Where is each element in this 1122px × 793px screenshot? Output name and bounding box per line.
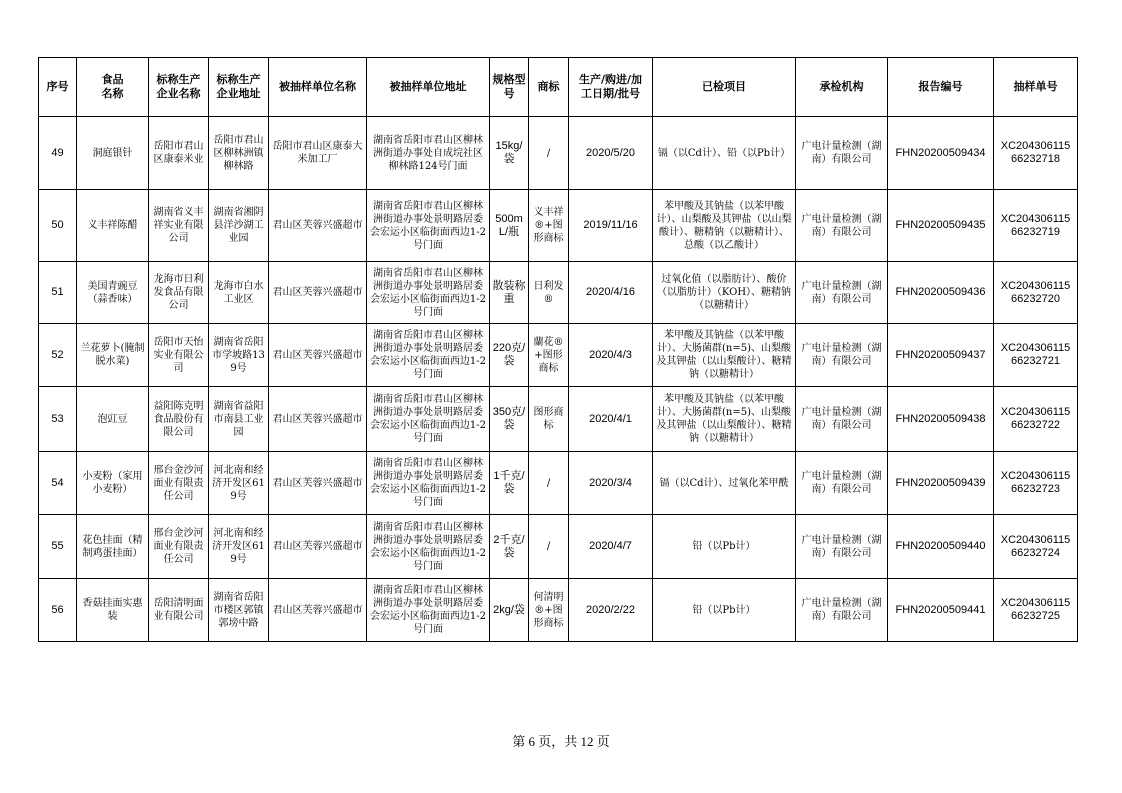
cell-sampling-number: XC204306115 66232725 [994, 579, 1078, 642]
cell-testing-agency: 广电计量检测（湖南）有限公司 [796, 190, 888, 262]
cell-sampled-unit-address: 湖南省岳阳市君山区柳林洲街道办事处景明路居委会宏运小区临街面西边1-2号门面 [367, 579, 490, 642]
table-row [39, 387, 1078, 452]
cell-report-number: FHN20200509441 [888, 579, 994, 642]
cell-specification: 220克/袋 [490, 324, 529, 387]
cell-manufacturer-address: 河北南和经济开发区619号 [209, 515, 269, 579]
cell-food-name: 兰花萝卜(腌制脱水菜) [77, 324, 149, 387]
table-header-row [39, 58, 1078, 117]
cell-trademark: 蘭花®+图形商标 [529, 324, 569, 387]
cell-food-name: 小麦粉（家用小麦粉） [77, 452, 149, 515]
cell-report-number: FHN20200509438 [888, 387, 994, 452]
cell-manufacturer-address: 湖南省岳阳市楼区郭镇郭塝中路 [209, 579, 269, 642]
cell-production-date: 2020/2/22 [569, 579, 653, 642]
header-specification: 规格型 号 [490, 58, 529, 117]
cell-manufacturer-name: 益阳陈克明食品股份有限公司 [149, 387, 209, 452]
header-sampled-unit-name: 被抽样单位名称 [269, 58, 367, 117]
header-report-number: 报告编号 [888, 58, 994, 117]
cell-specification: 15kg/袋 [490, 117, 529, 190]
cell-report-number: FHN20200509440 [888, 515, 994, 579]
cell-trademark: / [529, 117, 569, 190]
cell-sampled-unit-name: 君山区芙蓉兴盛超市 [269, 579, 367, 642]
cell-sampling-number: XC204306115 66232724 [994, 515, 1078, 579]
cell-sampled-unit-name: 君山区芙蓉兴盛超市 [269, 262, 367, 324]
cell-testing-agency: 广电计量检测（湖南）有限公司 [796, 515, 888, 579]
cell-specification: 500mL/瓶 [490, 190, 529, 262]
cell-testing-agency: 广电计量检测（湖南）有限公司 [796, 579, 888, 642]
inspection-table [38, 57, 1078, 642]
header-sampled-unit-address: 被抽样单位地址 [367, 58, 490, 117]
cell-sampled-unit-address: 湖南省岳阳市君山区柳林洲街道办事处景明路居委会宏运小区临街面西边1-2号门面 [367, 387, 490, 452]
header-testing-agency: 承检机构 [796, 58, 888, 117]
cell-sampled-unit-address: 湖南省岳阳市君山区柳林洲街道办事处景明路居委会宏运小区临街面西边1-2号门面 [367, 452, 490, 515]
cell-specification: 2千克/袋 [490, 515, 529, 579]
header-manufacturer-address: 标称生产 企业地址 [209, 58, 269, 117]
cell-manufacturer-address: 湖南省岳阳市学坡路139号 [209, 324, 269, 387]
cell-manufacturer-name: 岳阳市君山区康泰米业 [149, 117, 209, 190]
table-row [39, 190, 1078, 262]
cell-tested-items: 苯甲酸及其钠盐（以苯甲酸计）、山梨酸及其钾盐（以山梨酸计）、糖精钠（以糖精计）、总酸（以乙酸计） [653, 190, 796, 262]
cell-manufacturer-address: 岳阳市君山区柳林洲镇柳林路 [209, 117, 269, 190]
cell-production-date: 2019/11/16 [569, 190, 653, 262]
cell-specification: 2kg/袋 [490, 579, 529, 642]
cell-tested-items: 镉（以Cd计）、铅（以Pb计） [653, 117, 796, 190]
cell-food-name: 花色挂面（精制鸡蛋挂面） [77, 515, 149, 579]
cell-manufacturer-name: 岳阳市天怡实业有限公司 [149, 324, 209, 387]
cell-specification: 1千克/袋 [490, 452, 529, 515]
cell-testing-agency: 广电计量检测（湖南）有限公司 [796, 262, 888, 324]
cell-manufacturer-name: 邢台金沙河面业有限责任公司 [149, 515, 209, 579]
cell-serial-number: 53 [39, 387, 77, 452]
cell-report-number: FHN20200509435 [888, 190, 994, 262]
table-row [39, 262, 1078, 324]
cell-tested-items: 苯甲酸及其钠盐（以苯甲酸计）、大肠菌群(n=5)、山梨酸及其钾盐（以山梨酸计）、糖精钠（以糖精计） [653, 387, 796, 452]
cell-testing-agency: 广电计量检测（湖南）有限公司 [796, 387, 888, 452]
cell-food-name: 洞庭银针 [77, 117, 149, 190]
cell-production-date: 2020/4/3 [569, 324, 653, 387]
cell-tested-items: 苯甲酸及其钠盐（以苯甲酸计）、大肠菌群(n=5)、山梨酸及其钾盐（以山梨酸计）、糖精钠（以糖精计） [653, 324, 796, 387]
cell-food-name: 义丰祥陈醋 [77, 190, 149, 262]
cell-sampling-number: XC204306115 66232723 [994, 452, 1078, 515]
cell-production-date: 2020/4/7 [569, 515, 653, 579]
cell-sampled-unit-name: 君山区芙蓉兴盛超市 [269, 515, 367, 579]
cell-serial-number: 56 [39, 579, 77, 642]
cell-report-number: FHN20200509439 [888, 452, 994, 515]
cell-manufacturer-address: 湖南省益阳市南县工业园 [209, 387, 269, 452]
cell-food-name: 香菇挂面实惠装 [77, 579, 149, 642]
cell-trademark: 图形商标 [529, 387, 569, 452]
cell-specification: 散装称重 [490, 262, 529, 324]
table-row [39, 452, 1078, 515]
cell-report-number: FHN20200509437 [888, 324, 994, 387]
cell-production-date: 2020/4/16 [569, 262, 653, 324]
table-row [39, 515, 1078, 579]
cell-food-name: 美国青豌豆（蒜香味） [77, 262, 149, 324]
cell-report-number: FHN20200509434 [888, 117, 994, 190]
cell-manufacturer-name: 龙海市日利发食品有限公司 [149, 262, 209, 324]
cell-sampling-number: XC204306115 66232721 [994, 324, 1078, 387]
cell-specification: 350克/袋 [490, 387, 529, 452]
cell-testing-agency: 广电计量检测（湖南）有限公司 [796, 324, 888, 387]
cell-testing-agency: 广电计量检测（湖南）有限公司 [796, 452, 888, 515]
cell-sampling-number: XC204306115 66232719 [994, 190, 1078, 262]
cell-report-number: FHN20200509436 [888, 262, 994, 324]
cell-testing-agency: 广电计量检测（湖南）有限公司 [796, 117, 888, 190]
cell-sampled-unit-name: 君山区芙蓉兴盛超市 [269, 452, 367, 515]
cell-production-date: 2020/3/4 [569, 452, 653, 515]
header-sampling-number: 抽样单号 [994, 58, 1078, 117]
table-row [39, 579, 1078, 642]
cell-sampled-unit-name: 君山区芙蓉兴盛超市 [269, 324, 367, 387]
cell-tested-items: 过氧化值（以脂肪计）、酸价（以脂肪计）（KOH）、糖精钠（以糖精计） [653, 262, 796, 324]
cell-manufacturer-address: 河北南和经济开发区619号 [209, 452, 269, 515]
cell-manufacturer-name: 岳阳清明面业有限公司 [149, 579, 209, 642]
cell-sampled-unit-address: 湖南省岳阳市君山区柳林洲街道办事处景明路居委会宏运小区临街面西边1-2号门面 [367, 190, 490, 262]
header-trademark: 商标 [529, 58, 569, 117]
page-footer: 第 6 页，共 12 页 [512, 734, 610, 749]
header-tested-items: 已检项目 [653, 58, 796, 117]
cell-sampled-unit-address: 湖南省岳阳市君山区柳林洲街道办事处景明路居委会宏运小区临街面西边1-2号门面 [367, 324, 490, 387]
cell-sampled-unit-address: 湖南省岳阳市君山区柳林洲街道办事处景明路居委会宏运小区临街面西边1-2号门面 [367, 515, 490, 579]
table-row [39, 324, 1078, 387]
cell-sampling-number: XC204306115 66232718 [994, 117, 1078, 190]
header-production-date: 生产/购进/加 工日期/批号 [569, 58, 653, 117]
cell-manufacturer-name: 邢台金沙河面业有限责任公司 [149, 452, 209, 515]
cell-sampling-number: XC204306115 66232722 [994, 387, 1078, 452]
cell-sampled-unit-name: 君山区芙蓉兴盛超市 [269, 190, 367, 262]
cell-sampled-unit-address: 湖南省岳阳市君山区柳林洲街道办事处景明路居委会宏运小区临街面西边1-2号门面 [367, 262, 490, 324]
header-food-name: 食品 名称 [77, 58, 149, 117]
cell-trademark: 日利发® [529, 262, 569, 324]
cell-tested-items: 镉（以Cd计）、过氧化苯甲酰 [653, 452, 796, 515]
cell-sampled-unit-name: 岳阳市君山区康泰大米加工厂 [269, 117, 367, 190]
cell-serial-number: 55 [39, 515, 77, 579]
cell-sampled-unit-name: 君山区芙蓉兴盛超市 [269, 387, 367, 452]
cell-tested-items: 铅（以Pb计） [653, 515, 796, 579]
cell-tested-items: 铅（以Pb计） [653, 579, 796, 642]
cell-trademark: / [529, 515, 569, 579]
header-serial-number: 序号 [39, 58, 77, 117]
cell-serial-number: 54 [39, 452, 77, 515]
cell-trademark: 义丰祥®+图形商标 [529, 190, 569, 262]
cell-serial-number: 52 [39, 324, 77, 387]
cell-manufacturer-address: 湖南省湘阴县洋沙湖工业园 [209, 190, 269, 262]
cell-food-name: 泡豇豆 [77, 387, 149, 452]
table-row [39, 117, 1078, 190]
header-manufacturer-name: 标称生产 企业名称 [149, 58, 209, 117]
cell-production-date: 2020/4/1 [569, 387, 653, 452]
cell-serial-number: 49 [39, 117, 77, 190]
cell-sampling-number: XC204306115 66232720 [994, 262, 1078, 324]
table-body [39, 117, 1078, 642]
cell-trademark: 何清明®+图形商标 [529, 579, 569, 642]
cell-serial-number: 51 [39, 262, 77, 324]
cell-sampled-unit-address: 湖南省岳阳市君山区柳林洲街道办事处自成垸社区柳林路124号门面 [367, 117, 490, 190]
cell-manufacturer-name: 湖南省义丰祥实业有限公司 [149, 190, 209, 262]
cell-serial-number: 50 [39, 190, 77, 262]
cell-manufacturer-address: 龙海市白水工业区 [209, 262, 269, 324]
cell-production-date: 2020/5/20 [569, 117, 653, 190]
cell-trademark: / [529, 452, 569, 515]
